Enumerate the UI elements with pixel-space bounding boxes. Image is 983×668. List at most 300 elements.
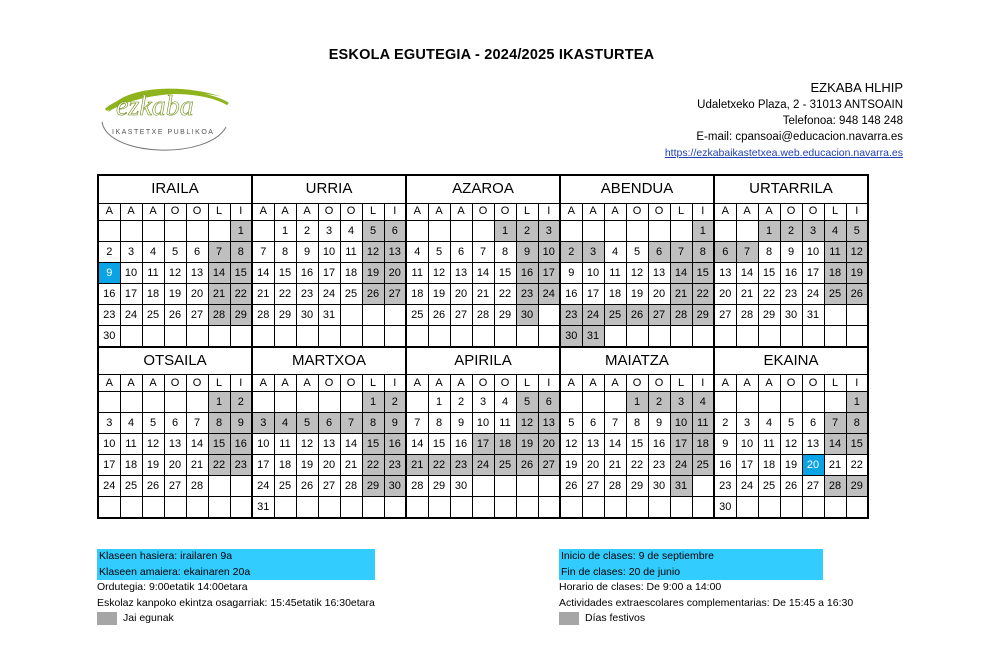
calendar-day: 26 [164, 304, 186, 325]
calendar-day: 11 [274, 434, 296, 455]
calendar-day: 5 [164, 241, 186, 262]
calendar-day: 23 [98, 304, 120, 325]
calendar-day: 29 [846, 476, 868, 497]
calendar-empty-cell [604, 220, 626, 241]
calendar-empty-cell [802, 392, 824, 413]
calendar-day: 25 [692, 455, 714, 476]
classes-end-es: Fin de clases: 20 de junio [559, 565, 823, 581]
weekday-header: I [692, 203, 714, 220]
calendar-empty-cell [560, 392, 582, 413]
calendar-empty-cell [802, 325, 824, 347]
calendar-day: 2 [384, 392, 406, 413]
calendar-day: 24 [318, 283, 340, 304]
calendar-empty-cell [670, 325, 692, 347]
weekday-header: A [406, 375, 428, 392]
calendar-day: 14 [252, 262, 274, 283]
calendar-empty-cell [780, 325, 802, 347]
calendar-empty-cell [340, 304, 362, 325]
calendar-day: 9 [384, 413, 406, 434]
calendar-day: 31 [670, 476, 692, 497]
calendar-day: 24 [670, 455, 692, 476]
calendar-day: 20 [450, 283, 472, 304]
calendar-empty-cell [252, 220, 274, 241]
calendar-day: 6 [318, 413, 340, 434]
calendar-day: 28 [208, 304, 230, 325]
calendar-empty-cell [120, 220, 142, 241]
weekday-header: A [604, 203, 626, 220]
weekday-header: L [670, 203, 692, 220]
calendar-day: 26 [846, 283, 868, 304]
weekday-header: I [538, 203, 560, 220]
calendar-empty-cell [670, 220, 692, 241]
calendar-empty-cell [208, 476, 230, 497]
calendar-day: 9 [780, 241, 802, 262]
calendar-empty-cell [648, 220, 670, 241]
calendar-empty-cell [274, 497, 296, 519]
calendar-empty-cell [472, 220, 494, 241]
calendar-day: 23 [516, 283, 538, 304]
weekday-header: L [208, 203, 230, 220]
calendar-empty-cell [824, 392, 846, 413]
calendar-day: 17 [736, 455, 758, 476]
calendar-day: 23 [296, 283, 318, 304]
weekday-header: A [560, 203, 582, 220]
weekday-header: O [186, 375, 208, 392]
calendar-day: 8 [230, 241, 252, 262]
weekday-header: O [164, 203, 186, 220]
weekday-header: A [758, 203, 780, 220]
calendar-day: 4 [824, 220, 846, 241]
weekday-header: L [670, 375, 692, 392]
calendar-day: 17 [472, 434, 494, 455]
calendar-day: 11 [120, 434, 142, 455]
calendar-empty-cell [318, 392, 340, 413]
calendar-day: 7 [186, 413, 208, 434]
calendar-empty-cell [274, 325, 296, 347]
calendar-day: 5 [296, 413, 318, 434]
holiday-label-es: Días festivos [585, 612, 646, 624]
calendar-empty-cell [406, 497, 428, 519]
calendar-day: 4 [406, 241, 428, 262]
calendar-day: 5 [780, 413, 802, 434]
calendar-day: 18 [142, 283, 164, 304]
calendar-empty-cell [120, 497, 142, 519]
calendar-empty-cell [824, 304, 846, 325]
calendar-day: 21 [208, 283, 230, 304]
month-header: APIRILA [406, 347, 560, 375]
calendar-day: 5 [560, 413, 582, 434]
weekday-header: I [846, 203, 868, 220]
calendar-day: 10 [98, 434, 120, 455]
calendar-day: 19 [516, 434, 538, 455]
calendar-day: 7 [472, 241, 494, 262]
calendar-day: 8 [494, 241, 516, 262]
calendar-day: 10 [736, 434, 758, 455]
calendar-day: 9 [296, 241, 318, 262]
calendar-day: 26 [362, 283, 384, 304]
calendar-day: 30 [714, 497, 736, 519]
calendar-empty-cell [120, 392, 142, 413]
calendar-empty-cell [780, 392, 802, 413]
weekday-header: O [186, 203, 208, 220]
calendar-day: 23 [230, 455, 252, 476]
weekday-header: L [516, 375, 538, 392]
calendar-day: 24 [582, 304, 604, 325]
calendar-empty-cell [516, 476, 538, 497]
calendar-day: 22 [362, 455, 384, 476]
calendar-day: 26 [516, 455, 538, 476]
calendar-empty-cell [560, 497, 582, 519]
calendar-day: 6 [802, 413, 824, 434]
calendar-day: 21 [252, 283, 274, 304]
calendar-day: 19 [780, 455, 802, 476]
calendar-day: 16 [648, 434, 670, 455]
calendar-day: 17 [802, 262, 824, 283]
calendar-empty-cell [648, 497, 670, 519]
classes-start-es: Inicio de clases: 9 de septiembre [559, 549, 823, 565]
calendar-day: 21 [472, 283, 494, 304]
calendar-day: 4 [692, 392, 714, 413]
calendar-day: 12 [516, 413, 538, 434]
calendar-day: 23 [450, 455, 472, 476]
calendar-empty-cell [538, 325, 560, 347]
calendar-day: 26 [780, 476, 802, 497]
calendar-day: 11 [692, 413, 714, 434]
weekday-header: A [142, 203, 164, 220]
calendar-day: 20 [538, 434, 560, 455]
calendar-empty-cell [846, 304, 868, 325]
weekday-header: O [626, 375, 648, 392]
calendar-empty-cell [824, 325, 846, 347]
calendar-day: 27 [450, 304, 472, 325]
weekday-header: A [142, 375, 164, 392]
calendar-day: 7 [252, 241, 274, 262]
legend-spanish [559, 549, 853, 627]
calendar-empty-cell [516, 497, 538, 519]
calendar-day: 14 [208, 262, 230, 283]
calendar-day: 7 [736, 241, 758, 262]
weekday-header: O [340, 203, 362, 220]
calendar-empty-cell [186, 497, 208, 519]
calendar-day: 30 [560, 325, 582, 347]
calendar-day: 8 [626, 413, 648, 434]
calendar-empty-cell [538, 476, 560, 497]
calendar-day: 14 [406, 434, 428, 455]
calendar-day: 13 [318, 434, 340, 455]
calendar-day: 18 [604, 283, 626, 304]
calendar-day: 23 [648, 455, 670, 476]
calendar-day: 9 [450, 413, 472, 434]
calendar-day: 19 [142, 455, 164, 476]
calendar-day: 11 [604, 262, 626, 283]
calendar-day: 23 [780, 283, 802, 304]
weekday-header: I [384, 203, 406, 220]
calendar-day: 17 [98, 455, 120, 476]
calendar-day: 10 [120, 262, 142, 283]
calendar-empty-cell [230, 497, 252, 519]
calendar-day: 23 [714, 476, 736, 497]
weekday-header: O [164, 375, 186, 392]
calendar-day: 25 [758, 476, 780, 497]
calendar-day: 24 [252, 476, 274, 497]
calendar-empty-cell [384, 304, 406, 325]
weekday-header: A [406, 203, 428, 220]
weekday-header: A [296, 375, 318, 392]
logo-subtext: IKASTETXE PUBLIKOA [112, 129, 215, 136]
calendar-day: 19 [428, 283, 450, 304]
calendar-day: 3 [582, 241, 604, 262]
calendar-day: 16 [296, 262, 318, 283]
weekday-header: A [450, 375, 472, 392]
weekday-header: O [648, 375, 670, 392]
calendar-day: 25 [274, 476, 296, 497]
weekday-header: A [274, 203, 296, 220]
calendar-day: 8 [274, 241, 296, 262]
schedule-es: Horario de clases: De 9:00 a 14:00 [559, 581, 722, 593]
month-header: AZAROA [406, 175, 560, 203]
calendar-day: 10 [670, 413, 692, 434]
calendar-day: 30 [98, 325, 120, 347]
calendar-empty-cell [736, 392, 758, 413]
calendar-day: 3 [472, 392, 494, 413]
month-header: ABENDUA [560, 175, 714, 203]
calendar-day: 11 [494, 413, 516, 434]
calendar-day: 16 [450, 434, 472, 455]
calendar-day: 3 [736, 413, 758, 434]
weekday-header: O [780, 203, 802, 220]
classes-start-eu: Klaseen hasiera: irailaren 9a [97, 549, 375, 565]
calendar-day: 27 [186, 304, 208, 325]
calendar-day: 1 [362, 392, 384, 413]
calendar-day: 1 [274, 220, 296, 241]
calendar-day: 6 [164, 413, 186, 434]
calendar-day: 26 [428, 304, 450, 325]
calendar-day: 28 [824, 476, 846, 497]
calendar-day: 11 [142, 262, 164, 283]
calendar-day: 30 [384, 476, 406, 497]
weekday-header: A [582, 375, 604, 392]
calendar-day: 20 [714, 283, 736, 304]
calendar-day: 30 [516, 304, 538, 325]
calendar-day: 3 [252, 413, 274, 434]
weekday-header: O [494, 375, 516, 392]
holiday-legend-es [559, 611, 853, 627]
page-title: ESKOLA EGUTEGIA - 2024/2025 IKASTURTEA [328, 47, 655, 63]
calendar-day: 11 [758, 434, 780, 455]
calendar-day: 21 [670, 283, 692, 304]
calendar-day: 17 [252, 455, 274, 476]
calendar-day: 19 [362, 262, 384, 283]
calendar-empty-cell [604, 392, 626, 413]
calendar-day: 25 [604, 304, 626, 325]
calendar-day: 27 [714, 304, 736, 325]
calendar-day: 18 [494, 434, 516, 455]
calendar-day: 28 [670, 304, 692, 325]
calendar-day: 8 [846, 413, 868, 434]
calendar-day: 6 [186, 241, 208, 262]
weekday-header: L [362, 203, 384, 220]
calendar-day: 17 [538, 262, 560, 283]
school-info [665, 80, 903, 161]
calendar-day: 16 [98, 283, 120, 304]
logo-text: ezkaba [116, 91, 194, 122]
calendar-empty-cell [472, 497, 494, 519]
month-header: MARTXOA [252, 347, 406, 375]
calendar-day: 24 [120, 304, 142, 325]
calendar-day: 8 [758, 241, 780, 262]
calendar-day: 22 [692, 283, 714, 304]
calendar-empty-cell [428, 497, 450, 519]
calendar-day: 21 [824, 455, 846, 476]
calendar-empty-cell [230, 476, 252, 497]
calendar-day: 28 [340, 476, 362, 497]
calendar-day: 13 [384, 241, 406, 262]
calendar-day: 24 [98, 476, 120, 497]
weekday-header: L [516, 203, 538, 220]
calendar-day: 27 [538, 455, 560, 476]
calendar-day: 22 [208, 455, 230, 476]
calendar-empty-cell [450, 325, 472, 347]
calendar-day: 15 [208, 434, 230, 455]
calendar-day: 6 [648, 241, 670, 262]
calendar-empty-cell [494, 476, 516, 497]
weekday-header: I [846, 375, 868, 392]
calendar-day: 1 [208, 392, 230, 413]
calendar-day: 25 [824, 283, 846, 304]
calendar-empty-cell [142, 325, 164, 347]
classes-end-eu: Klaseen amaiera: ekainaren 20a [97, 565, 375, 581]
month-header: IRAILA [98, 175, 252, 203]
calendar-day: 29 [362, 476, 384, 497]
calendar-empty-cell [758, 392, 780, 413]
calendar-day: 9 [98, 262, 120, 283]
calendar-day: 11 [406, 262, 428, 283]
calendar-empty-cell [340, 392, 362, 413]
calendar-day: 14 [736, 262, 758, 283]
calendar-day: 1 [758, 220, 780, 241]
weekday-header: A [736, 203, 758, 220]
calendar-empty-cell [142, 497, 164, 519]
calendar-empty-cell [582, 497, 604, 519]
calendar-empty-cell [736, 497, 758, 519]
calendar-empty-cell [208, 325, 230, 347]
calendar-day: 4 [120, 413, 142, 434]
school-address: Udaletxeko Plaza, 2 - 31013 ANTSOAIN [697, 99, 903, 111]
calendar-day: 29 [428, 476, 450, 497]
calendar-day: 11 [824, 241, 846, 262]
calendar-empty-cell [494, 497, 516, 519]
calendar-day: 25 [494, 455, 516, 476]
calendar-empty-cell [450, 497, 472, 519]
calendar-day: 16 [780, 262, 802, 283]
calendar-empty-cell [758, 325, 780, 347]
weekday-header: O [472, 375, 494, 392]
calendar-day: 29 [758, 304, 780, 325]
calendar-empty-cell [142, 392, 164, 413]
weekday-header: A [98, 375, 120, 392]
calendar-day: 5 [626, 241, 648, 262]
calendar-day: 18 [274, 455, 296, 476]
calendar-day: 14 [186, 434, 208, 455]
calendar-day: 8 [692, 241, 714, 262]
weekday-header: O [318, 203, 340, 220]
calendar-day: 25 [406, 304, 428, 325]
school-website-link[interactable]: https://ezkabaikastetxea.web.educacion.navarra.es [664, 147, 903, 159]
calendar-day: 2 [560, 241, 582, 262]
calendar-day: 4 [494, 392, 516, 413]
month-header: URTARRILA [714, 175, 868, 203]
calendar-day: 28 [406, 476, 428, 497]
calendar-day: 20 [164, 455, 186, 476]
calendar-day: 12 [846, 241, 868, 262]
calendar-day: 28 [186, 476, 208, 497]
calendar-empty-cell [384, 497, 406, 519]
calendar-day: 22 [274, 283, 296, 304]
calendar-day: 21 [736, 283, 758, 304]
calendar-day: 9 [230, 413, 252, 434]
calendar-empty-cell [648, 325, 670, 347]
calendar-day: 28 [472, 304, 494, 325]
calendar-day: 9 [560, 262, 582, 283]
calendar-day: 25 [340, 283, 362, 304]
calendar-day: 15 [494, 262, 516, 283]
calendar-empty-cell [142, 220, 164, 241]
calendar-day: 27 [802, 476, 824, 497]
calendar-empty-cell [362, 497, 384, 519]
calendar-day: 3 [670, 392, 692, 413]
calendar-day: 3 [120, 241, 142, 262]
calendar-day: 15 [692, 262, 714, 283]
calendar-empty-cell [604, 497, 626, 519]
weekday-header: A [714, 375, 736, 392]
legend-basque [97, 549, 375, 627]
calendar-empty-cell [274, 392, 296, 413]
calendar-empty-cell [846, 325, 868, 347]
calendar-empty-cell [714, 392, 736, 413]
calendar-empty-cell [406, 392, 428, 413]
month-header: EKAINA [714, 347, 868, 375]
calendar-day: 18 [824, 262, 846, 283]
calendar-empty-cell [736, 220, 758, 241]
calendar-day: 29 [230, 304, 252, 325]
calendar-day: 21 [604, 455, 626, 476]
calendar-day: 31 [318, 304, 340, 325]
calendar-day: 27 [384, 283, 406, 304]
calendar-empty-cell [714, 220, 736, 241]
calendar-day: 18 [340, 262, 362, 283]
weekday-header: O [340, 375, 362, 392]
calendar-empty-cell [406, 325, 428, 347]
calendar-day: 7 [670, 241, 692, 262]
calendar-empty-cell [318, 325, 340, 347]
calendar-day: 6 [538, 392, 560, 413]
calendar-day: 30 [648, 476, 670, 497]
weekday-header: L [824, 203, 846, 220]
holiday-swatch [559, 612, 579, 625]
calendar-day: 6 [714, 241, 736, 262]
calendar-day: 21 [340, 455, 362, 476]
calendar-day: 28 [252, 304, 274, 325]
weekday-header: O [802, 375, 824, 392]
calendar-day: 20 [186, 283, 208, 304]
calendar-empty-cell [252, 325, 274, 347]
calendar-day: 25 [120, 476, 142, 497]
calendar-day: 6 [384, 220, 406, 241]
calendar-day: 7 [604, 413, 626, 434]
calendar-empty-cell [538, 304, 560, 325]
calendar-day: 8 [428, 413, 450, 434]
calendar-day: 15 [758, 262, 780, 283]
